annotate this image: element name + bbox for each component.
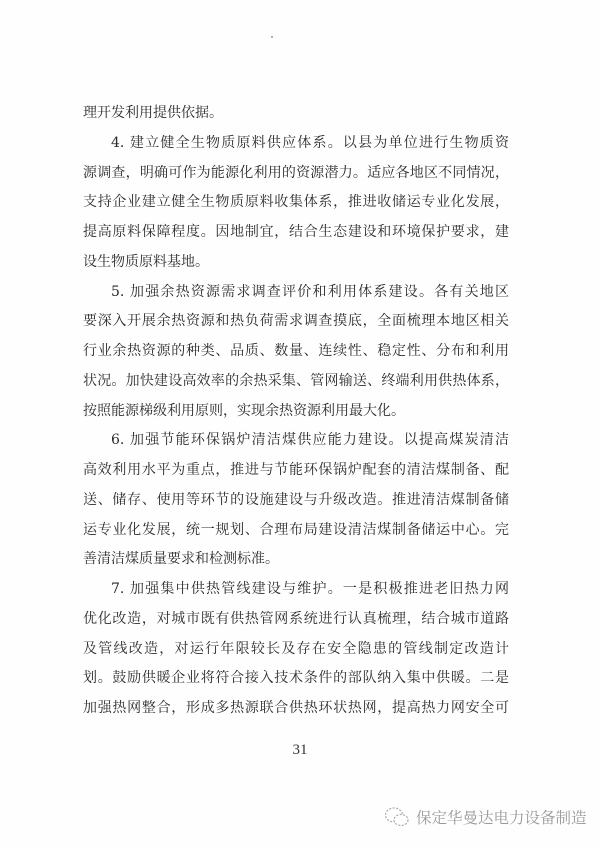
text-line: 高效利用水平为重点，推进与节能环保锅炉配套的清洁煤制备、配 bbox=[83, 462, 509, 478]
watermark bbox=[384, 806, 587, 828]
paragraph bbox=[83, 426, 509, 575]
text-line: 状况。加快建设高效率的余热采集、管网输送、终端利用供热体系， bbox=[83, 372, 509, 389]
text-line: 加强热网整合，形成多热源联合供热环状热网，提高热力网安全可 bbox=[83, 700, 509, 716]
text-line: 行业余热资源的种类、品质、数量、连续性、稳定性、分布和利用 bbox=[83, 343, 509, 359]
text-line: 7. 加强集中供热管线建设与维护。一是积极推进老旧热力网 bbox=[111, 581, 509, 597]
text-line: 4. 建立健全生物质原料供应体系。以县为单位进行生物质资 bbox=[111, 134, 509, 151]
text-line: 理开发利用提供依据。 bbox=[83, 105, 223, 121]
paragraph bbox=[83, 278, 509, 427]
text-line: 送、储存、使用等环节的设施建设与升级改造。推进清洁煤制备储 bbox=[83, 491, 509, 508]
document-body bbox=[83, 99, 509, 724]
wechat-icon bbox=[384, 806, 410, 828]
text-line: 及管线改造，对运行年限较长及存在安全隐患的管线制定改造计 bbox=[83, 640, 509, 657]
text-line: 5. 加强余热资源需求调查评价和利用体系建设。各有关地区 bbox=[111, 283, 509, 300]
watermark-text: 保定华曼达电力设备制造 bbox=[416, 809, 587, 827]
paragraph bbox=[83, 99, 509, 129]
text-line: 要深入开展余热资源和热负荷需求调查摸底，全面梳理本地区相关 bbox=[83, 313, 509, 330]
scan-speck bbox=[271, 36, 273, 38]
text-line: 划。鼓励供暖企业将符合接入技术条件的部队纳入集中供暖。二是 bbox=[83, 670, 509, 687]
text-line: 运专业化发展，统一规划、合理布局建设清洁煤制备储运中心。完 bbox=[83, 521, 509, 538]
page-number: 31 bbox=[292, 742, 308, 758]
text-line: 按照能源梯级利用原则，实现余热资源利用最大化。 bbox=[83, 402, 405, 419]
text-line: 提高原料保障程度。因地制宜，结合生态建设和环境保护要求，建 bbox=[83, 224, 509, 240]
text-line: 优化改造，对城市既有供热管网系统进行认真梳理，结合城市道路 bbox=[83, 610, 509, 627]
text-line: 善清洁煤质量要求和检测标准。 bbox=[83, 551, 279, 568]
paragraph bbox=[83, 129, 509, 278]
text-line: 支持企业建立健全生物质原料收集体系，推进收储运专业化发展， bbox=[83, 194, 509, 211]
text-line: 设生物质原料基地。 bbox=[83, 253, 209, 270]
text-line: 6. 加强节能环保锅炉清洁煤供应能力建设。以提高煤炭清洁 bbox=[111, 432, 509, 449]
text-line: 源调查，明确可作为能源化利用的资源潜力。适应各地区不同情况， bbox=[83, 164, 509, 181]
paragraph bbox=[83, 575, 509, 724]
